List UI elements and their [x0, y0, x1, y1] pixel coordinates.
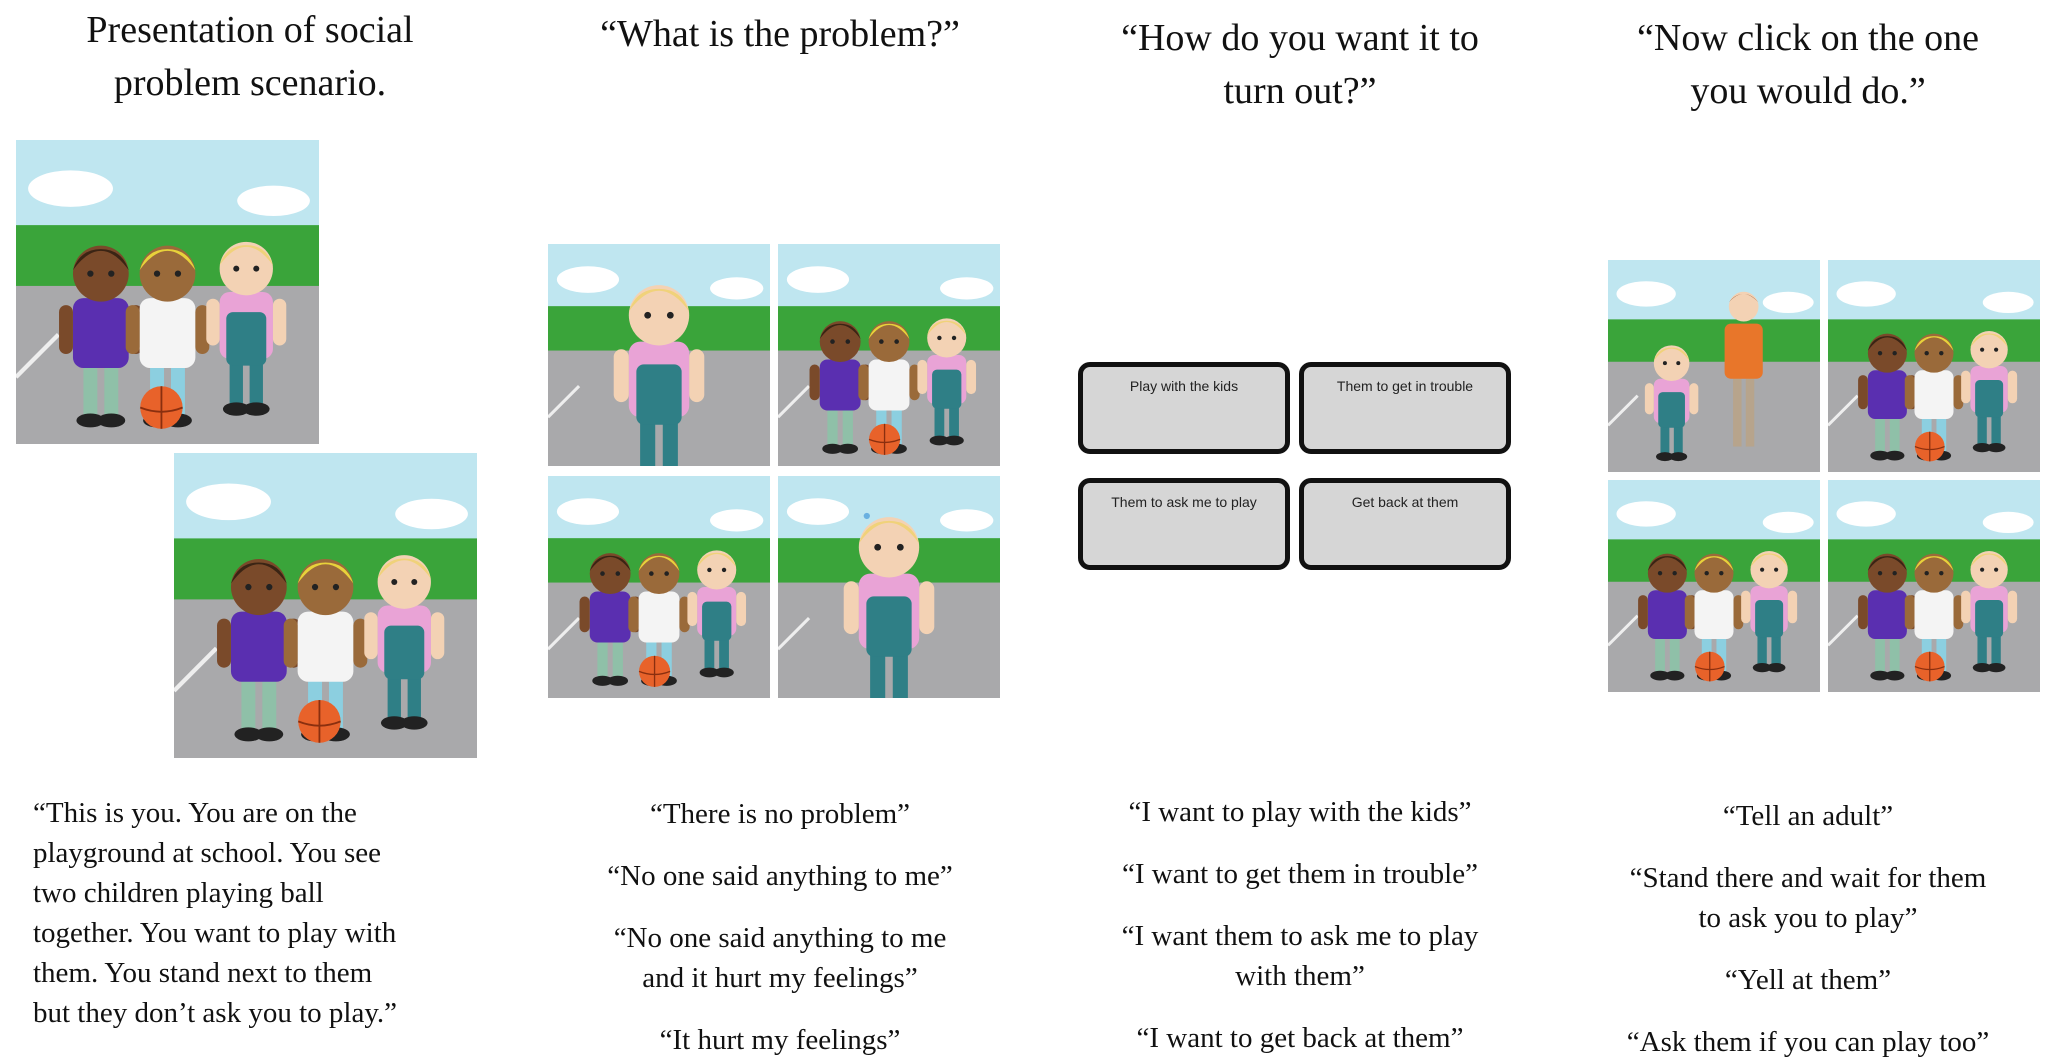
problem-option-4[interactable]: “It hurt my feelings” — [659, 1024, 901, 1056]
ask-to-play-scene-illustration — [1828, 480, 2040, 692]
column-title: “What is the problem?” — [600, 13, 960, 55]
girl-alone-scene[interactable] — [548, 244, 770, 466]
column-problem — [520, 0, 1040, 1055]
ask-to-play-scene[interactable] — [1828, 480, 2040, 692]
kids-playing-scene[interactable] — [778, 244, 1000, 466]
problem-option-3[interactable]: “No one said anything to me and it hurt my feelings” — [613, 922, 947, 994]
wait-scene[interactable] — [1828, 260, 2040, 472]
choice-options — [1560, 796, 2056, 1062]
choice-option-4[interactable]: “Ask them if you can play too” — [1626, 1026, 1990, 1058]
goal-options — [1040, 792, 1560, 1058]
choice-option-1[interactable]: “Tell an adult” — [1722, 800, 1894, 832]
yell-scene-illustration — [1608, 480, 1820, 692]
column-title: Presentation of social problem scenario. — [86, 9, 414, 104]
girl-hurt-scene-illustration — [778, 476, 1000, 698]
three-kids-ball-scene — [16, 140, 319, 444]
goal-option-3[interactable]: “I want them to ask me to play with them” — [1121, 920, 1479, 992]
goal-button-grid — [1078, 362, 1518, 578]
column-choice — [1560, 0, 2056, 1058]
problem-option-2[interactable]: “No one said anything to me” — [607, 860, 953, 892]
goal-button-play[interactable]: Play with the kids — [1078, 362, 1290, 454]
column-title: “Now click on the one you would do.” — [1637, 17, 1979, 112]
kids-playing-scene-illustration — [778, 244, 1000, 466]
goal-option-4[interactable]: “I want to get back at them” — [1136, 1022, 1464, 1054]
problem-option-1[interactable]: “There is no problem” — [649, 798, 911, 830]
kids-ignoring-scene-illustration — [548, 476, 770, 698]
wait-scene-illustration — [1828, 260, 2040, 472]
scenario-narration: “This is you. You are on the playground at school. You see two children playing ball together. You want to play with them. You stand next to them but they don’t ask you to play.” — [33, 797, 398, 1029]
column-presentation — [0, 0, 500, 1055]
goal-button-get-back[interactable]: Get back at them — [1299, 478, 1511, 570]
goal-button-ask[interactable]: Them to ask me to play — [1078, 478, 1290, 570]
goal-option-2[interactable]: “I want to get them in trouble” — [1122, 858, 1478, 890]
problem-options — [520, 794, 1040, 1060]
goal-option-1[interactable]: “I want to play with the kids” — [1128, 796, 1472, 828]
kids-ignoring-scene[interactable] — [548, 476, 770, 698]
column-title: “How do you want it to turn out?” — [1121, 17, 1479, 112]
choice-option-3[interactable]: “Yell at them” — [1724, 964, 1892, 996]
yell-scene[interactable] — [1608, 480, 1820, 692]
tell-adult-scene-illustration — [1608, 260, 1820, 472]
choice-option-2[interactable]: “Stand there and wait for them to ask you to play” — [1629, 862, 1987, 934]
girl-alone-scene-illustration — [548, 244, 770, 466]
three-kids-ball-scene-2 — [174, 453, 477, 758]
three-kids-ball-scene-2-illustration — [174, 453, 477, 758]
girl-hurt-scene[interactable] — [778, 476, 1000, 698]
three-kids-ball-scene-illustration — [16, 140, 319, 444]
column-goal — [1040, 0, 1560, 1055]
tell-adult-scene[interactable] — [1608, 260, 1820, 472]
goal-button-trouble[interactable]: Them to get in trouble — [1299, 362, 1511, 454]
